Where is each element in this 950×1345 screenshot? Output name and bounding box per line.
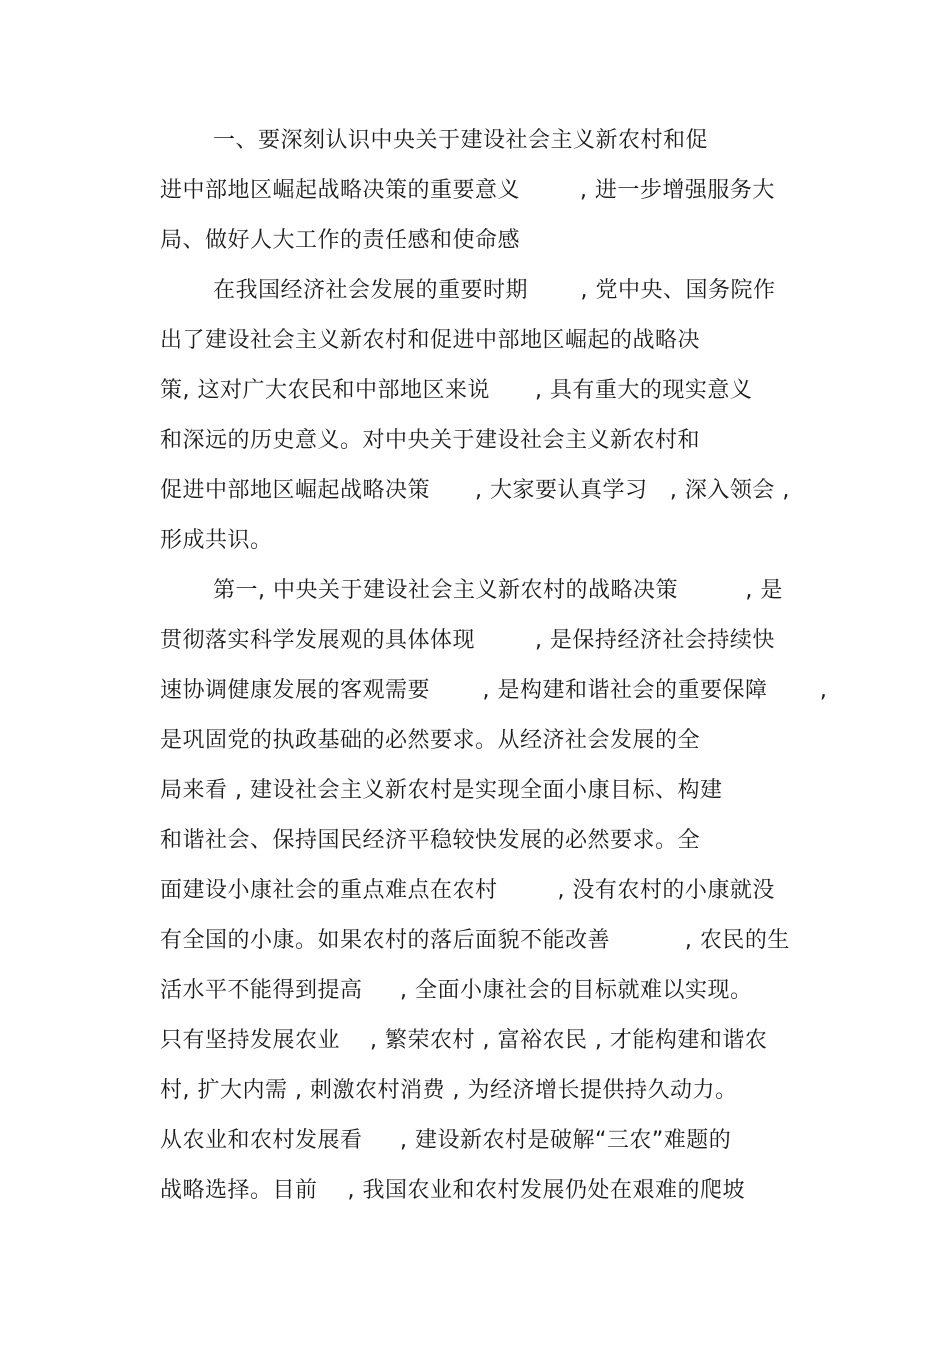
paragraph-line: 有全国的小康。如果农村的落后面貌不能改善 , 农民的生: [160, 928, 790, 953]
paragraph-line: 战略选择。目前 , 我国农业和农村发展仍处在艰难的爬坡: [160, 1178, 745, 1203]
paragraph-line: 第一, 中央关于建设社会主义新农村的战略决策 , 是: [213, 578, 783, 603]
paragraph-line: 和谐社会、保持国民经济平稳较快发展的必然要求。全: [160, 828, 701, 853]
heading-line-1: 一、要深刻认识中央关于建设社会主义新农村和促: [213, 128, 709, 153]
paragraph-line: 面建设小康社会的重点难点在农村 , 没有农村的小康就没: [160, 878, 775, 903]
paragraph-line: 出了建设社会主义新农村和促进中部地区崛起的战略决: [160, 328, 701, 353]
paragraph-line: 只有坚持发展农业 , 繁荣农村 , 富裕农民 , 才能构建和谐农: [160, 1028, 768, 1053]
heading-line-2: 进中部地区崛起战略决策的重要意义 , 进一步增强服务大: [160, 178, 775, 203]
paragraph-line: 和深远的历史意义。对中央关于建设社会主义新农村和: [160, 428, 701, 453]
paragraph-line: 策, 这对广大农民和中部地区来说 , 具有重大的现实意义: [160, 378, 753, 403]
paragraph-line: 从农业和农村发展看 , 建设新农村是破解“三农”难题的: [160, 1128, 732, 1153]
paragraph-line: 促进中部地区崛起战略决策 , 大家要认真学习 , 深入领会 ,: [160, 478, 790, 503]
paragraph-line: 局来看 , 建设社会主义新农村是实现全面小康目标、构建: [160, 778, 723, 803]
paragraph-line: 形成共识。: [160, 528, 273, 553]
paragraph-line: 村, 扩大内需 , 刺激农村消费 , 为经济增长提供持久动力。: [160, 1078, 738, 1103]
paragraph-line: 贯彻落实科学发展观的具体体现 , 是保持经济社会持续快: [160, 628, 775, 653]
paragraph-line: 活水平不能得到提高 , 全面小康社会的目标就难以实现。: [160, 978, 753, 1003]
paragraph-line: 是巩固党的执政基础的必然要求。从经济社会发展的全: [160, 728, 701, 753]
paragraph-line: 在我国经济社会发展的重要时期 , 党中央、国务院作: [213, 278, 776, 303]
paragraph-line: 速协调健康发展的客观需要 , 是构建和谐社会的重要保障 ,: [160, 678, 828, 703]
heading-line-3: 局、做好人大工作的责任感和使命感: [160, 228, 521, 253]
